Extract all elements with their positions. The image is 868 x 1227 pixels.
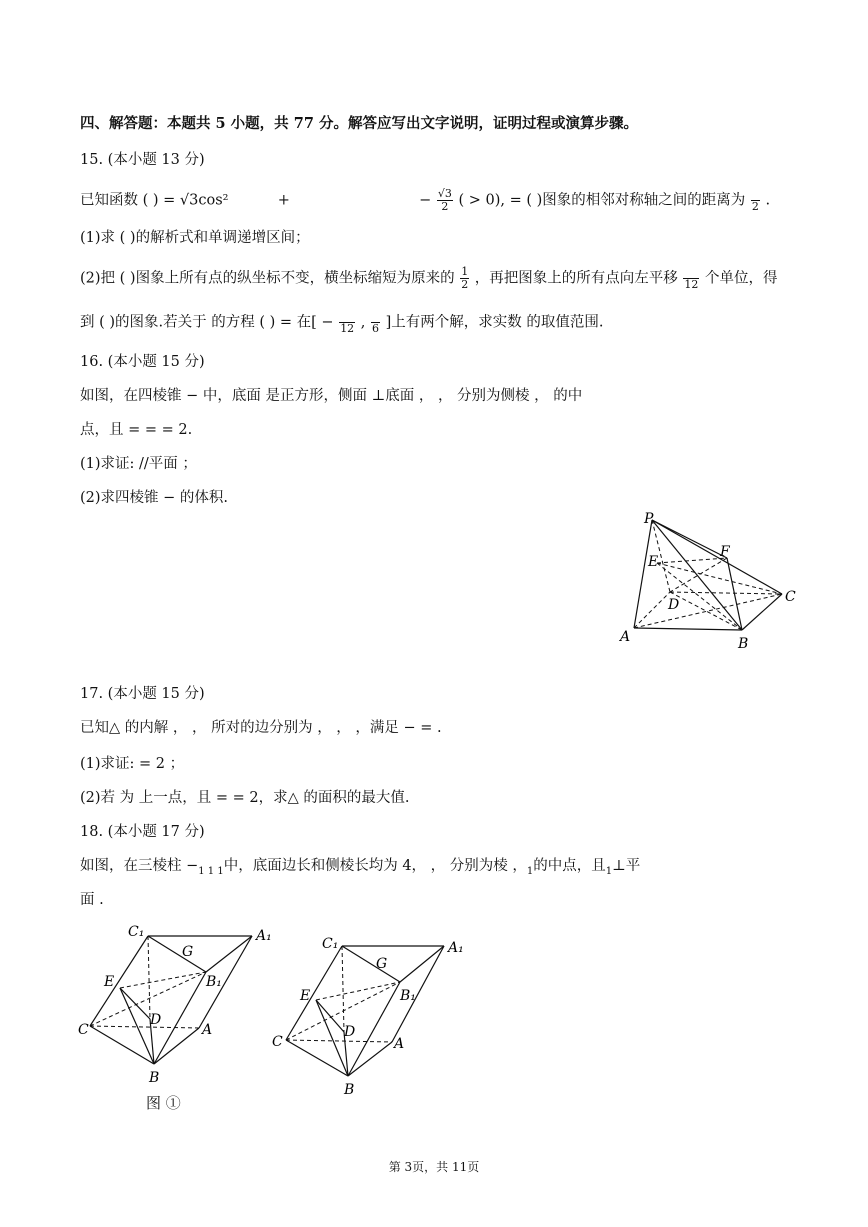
- q15-p2c: 个单位，得: [705, 270, 778, 287]
- q18-f1-label-b1: B₁: [206, 974, 222, 990]
- q18-f2-label-a: A: [394, 1036, 405, 1052]
- q15-p3c: ]上有两个解，求实数 的取值范围.: [385, 314, 604, 331]
- q18-f2-label-b1: B₁: [400, 988, 416, 1004]
- q18-f1-label-c: C: [78, 1022, 89, 1038]
- q18-f1-label-d: D: [150, 1012, 162, 1028]
- q16-title: 16. (本小题 15 分): [80, 354, 205, 370]
- q17-part1: (1)求证: = 2 ；: [80, 756, 185, 772]
- q16-label-f: F: [720, 544, 730, 560]
- q15-part2-cont: [80, 310, 604, 335]
- q15-part2: [80, 266, 778, 291]
- q18-f1-label-b: B: [149, 1070, 160, 1086]
- q18-f1-label-e: E: [104, 974, 115, 990]
- q18-f2-label-a1: A₁: [448, 940, 464, 956]
- q16-part1: (1)求证: //平面 ；: [80, 456, 197, 472]
- q18-f2-label-c1: C₁: [322, 936, 339, 952]
- q16-part2: (2)求四棱锥 − 的体积.: [80, 490, 229, 506]
- q15-l1b: +: [277, 192, 290, 209]
- q18-f2-label-b: B: [344, 1082, 355, 1098]
- q16-label-p: P: [644, 511, 654, 527]
- q18-prism-figure-2: [268, 930, 488, 1100]
- q18-f2-label-c: C: [272, 1034, 283, 1050]
- q17-part2: (2)若 为 上一点，且 = = 2，求△ 的面积的最大值.: [80, 790, 410, 806]
- q18-f1-label-c1: C₁: [128, 924, 145, 940]
- q18-fig1-caption: 图 ①: [146, 1094, 181, 1112]
- q16-label-a: A: [620, 629, 631, 645]
- q18-l1-sub2: 1: [526, 866, 534, 877]
- q18-f2-label-d: D: [344, 1024, 356, 1040]
- q15-p2a: (2)把 ( )图象上所有点的纵坐标不变，横坐标缩短为原来的: [80, 270, 455, 287]
- q16-label-e: E: [648, 554, 659, 570]
- q18-l1a: 如图，在三棱柱 −: [80, 858, 199, 874]
- q15-frac-sqrt3-2: $\frac{√3}{2}$: [437, 187, 452, 213]
- q18-f2-label-e: E: [300, 988, 311, 1004]
- q16-pyramid-figure: [612, 508, 812, 658]
- q15-frac-shift: 12: [683, 266, 699, 291]
- q17-title: 17. (本小题 15 分): [80, 686, 205, 702]
- q15-frac-half: $\frac{1}{2}$: [461, 265, 469, 291]
- q18-l1d: ⊥平: [612, 858, 641, 874]
- q15-l1c: −: [419, 192, 432, 209]
- q18-prism-figure-1: [70, 920, 290, 1100]
- q15-l1e: .: [765, 192, 771, 209]
- q18-f1-label-g: G: [182, 944, 194, 960]
- section-heading: 四、解答题：本题共 5 小题，共 77 分。解答应写出文字说明，证明过程或演算步骤。: [80, 115, 638, 132]
- q18-f1-label-a: A: [202, 1022, 213, 1038]
- q15-line1: [80, 188, 770, 213]
- q18-l1c: 的中点，且: [533, 858, 606, 874]
- q16-label-d: D: [668, 597, 680, 613]
- q18-f2-label-g: G: [376, 956, 388, 972]
- q15-frac-period: 2: [751, 188, 760, 213]
- q15-p3a: 到 ( )的图象.若关于 的方程 ( ) = 在[ −: [80, 314, 334, 331]
- q16-line1: 如图，在四棱锥 − 中，底面 是正方形，侧面 ⊥底面 ， ， 分别为侧棱 ， 的中: [80, 388, 583, 404]
- q15-p3b: ,: [360, 314, 366, 331]
- q18-f1-label-a1: A₁: [256, 928, 272, 944]
- q16-line2: 点，且 = = = 2.: [80, 422, 193, 438]
- q15-p2b: ，再把图象上的所有点向左平移: [474, 270, 678, 287]
- q18-l1b: 中，底面边长和侧棱长均为 4， ， 分别为棱 ，: [223, 858, 527, 874]
- q15-part1: (1)求 ( )的解析式和单调递增区间；: [80, 230, 310, 246]
- q16-label-b: B: [738, 636, 749, 652]
- q15-l1a: 已知函数 ( ) = √3cos²: [80, 192, 229, 209]
- q16-label-c: C: [785, 589, 796, 605]
- q15-l1d: ( > 0), = ( )图象的相邻对称轴之间的距离为: [458, 192, 746, 209]
- q17-line1: 已知△ 的内解 ， ， 所对的边分别为 ， ， ，满足 − = .: [80, 720, 442, 736]
- q18-l1-sub3: 1: [605, 866, 613, 877]
- q18-line1: [80, 856, 640, 878]
- q18-l1-sub: 1 1 1: [198, 866, 224, 877]
- q15-title: 15. (本小题 13 分): [80, 152, 205, 168]
- q18-line2: 面 .: [80, 892, 104, 908]
- q18-title: 18. (本小题 17 分): [80, 824, 205, 840]
- q15-frac-left: 12: [339, 310, 355, 335]
- q15-frac-right: 6: [371, 310, 380, 335]
- page-footer: 第 3页，共 11页: [388, 1160, 480, 1174]
